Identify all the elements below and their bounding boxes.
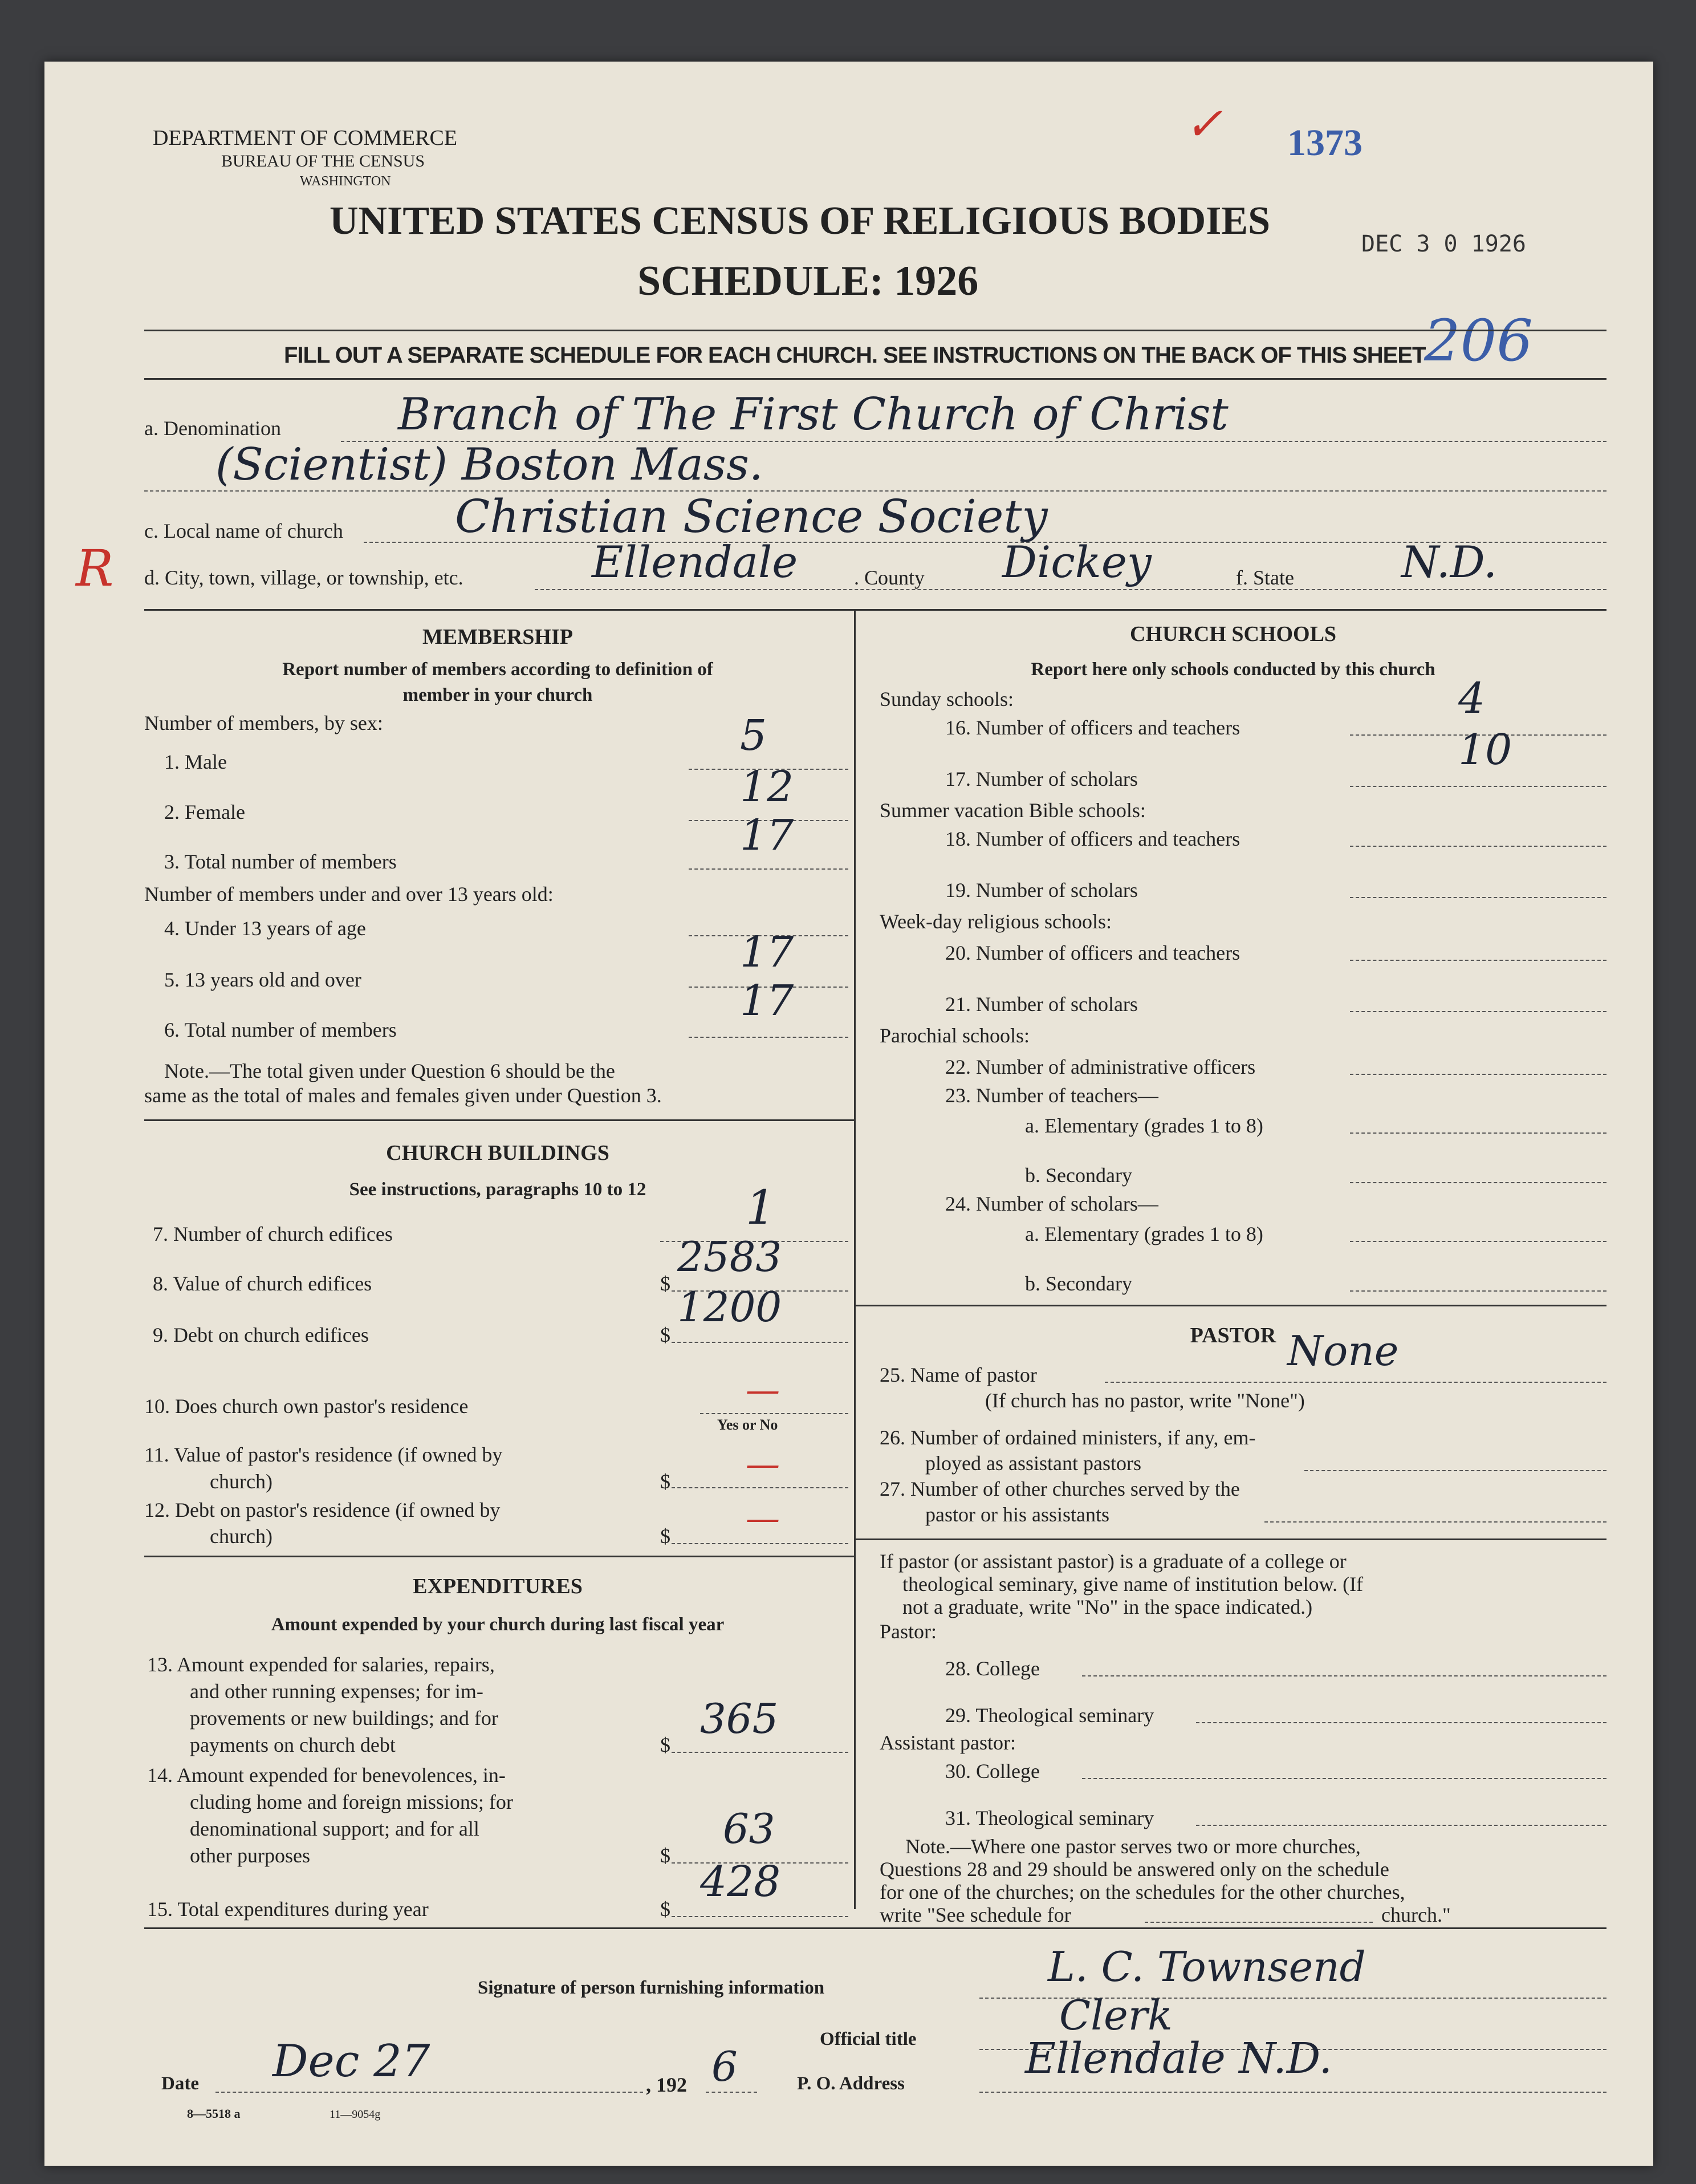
- bottom-section-rule: [144, 1927, 1606, 1929]
- q21-label: 21. Number of scholars: [945, 993, 1138, 1016]
- edifices-debt-label: 9. Debt on church edifices: [153, 1324, 369, 1346]
- dept-heading: DEPARTMENT OF COMMERCE: [153, 126, 458, 150]
- census-schedule-sheet: [44, 62, 1653, 2166]
- po-address-line: [979, 2092, 1606, 2093]
- total-members-value: 17: [740, 811, 794, 860]
- q26-line-2: ployed as assistant pastors: [925, 1452, 1141, 1475]
- denomination-value: Branch of The First Church of Christ: [398, 389, 1229, 440]
- residence-value-dollar: $: [660, 1470, 670, 1493]
- q31-label: 31. Theological seminary: [945, 1807, 1154, 1829]
- city-line: [535, 589, 1606, 590]
- residence-owned-value: —: [746, 1370, 780, 1410]
- residence-owned-label: 10. Does church own pastor's residence: [144, 1395, 469, 1418]
- total-members-line: [689, 868, 848, 870]
- q25-value: None: [1287, 1327, 1399, 1375]
- margin-mark: R: [76, 539, 114, 598]
- page-subtitle: SCHEDULE: 1926: [637, 258, 979, 305]
- residence-debt-label-2: church): [210, 1525, 273, 1548]
- q14-line-1: 14. Amount expended for benevolences, in-: [147, 1764, 506, 1787]
- q27-line-1: 27. Number of other churches served by the: [880, 1477, 1240, 1500]
- summer-schools-label: Summer vacation Bible schools:: [880, 799, 1146, 822]
- form-number: 8—5518 a: [187, 2106, 241, 2121]
- total-members-2-label: 6. Total number of members: [164, 1018, 397, 1041]
- official-title-value: Clerk: [1059, 1991, 1173, 2039]
- buildings-title: CHURCH BUILDINGS: [386, 1141, 609, 1165]
- q24b-line: [1350, 1290, 1606, 1292]
- q25-label: 25. Name of pastor: [880, 1363, 1037, 1386]
- date-value: Dec 27: [273, 2036, 430, 2087]
- female-value: 12: [740, 762, 794, 811]
- top-rule: [144, 330, 1606, 331]
- buildings-subtitle: See instructions, paragraphs 10 to 12: [349, 1179, 646, 1200]
- bureau-heading: BUREAU OF THE CENSUS: [221, 152, 425, 171]
- graduate-note-3: not a graduate, write "No" in the space indicated.): [902, 1596, 1313, 1618]
- q26-line-1: 26. Number of ordained ministers, if any, em-: [880, 1426, 1256, 1449]
- residence-value-label-2: church): [210, 1470, 273, 1493]
- county-value: Dickey: [1002, 537, 1152, 587]
- q26-line: [1304, 1470, 1606, 1471]
- pastor-note-3: for one of the churches; on the schedules for the other churches,: [880, 1881, 1405, 1903]
- male-label: 1. Male: [164, 750, 227, 773]
- total-members-label: 3. Total number of members: [164, 850, 397, 873]
- over-13-label: 5. 13 years old and over: [164, 968, 361, 991]
- po-address-value: Ellendale N.D.: [1025, 2034, 1333, 2083]
- q17-label: 17. Number of scholars: [945, 768, 1138, 790]
- residence-owned-line: [700, 1413, 848, 1414]
- edifices-value-dollar: $: [660, 1272, 670, 1295]
- q13-line: [672, 1752, 848, 1753]
- year-prefix: , 192: [646, 2073, 687, 2096]
- buildings-rule: [144, 1556, 854, 1557]
- q13-dollar: $: [660, 1734, 670, 1756]
- q28-line: [1082, 1675, 1606, 1676]
- expenditures-subtitle: Amount expended by your church during last fiscal year: [271, 1614, 725, 1635]
- male-value: 5: [740, 711, 767, 760]
- state-label: f. State: [1236, 566, 1294, 589]
- edifices-value-label: 8. Value of church edifices: [153, 1272, 372, 1295]
- pastor-note-4: write "See schedule for: [880, 1903, 1071, 1926]
- q18-label: 18. Number of officers and teachers: [945, 827, 1241, 850]
- instruction-line: FILL OUT A SEPARATE SCHEDULE FOR EACH CHURCH. SEE INSTRUCTIONS ON THE BACK OF THIS SHEET: [284, 343, 1426, 368]
- q14-dollar: $: [660, 1844, 670, 1867]
- q20-line: [1350, 960, 1606, 961]
- total-members-2-value: 17: [740, 976, 794, 1025]
- q13-line-2: and other running expenses; for im-: [190, 1680, 483, 1703]
- assistant-education-label: Assistant pastor:: [880, 1731, 1016, 1754]
- q22-line: [1350, 1074, 1606, 1075]
- q24a-label: a. Elementary (grades 1 to 8): [1025, 1223, 1263, 1245]
- q23a-label: a. Elementary (grades 1 to 8): [1025, 1114, 1263, 1137]
- female-label: 2. Female: [164, 801, 245, 823]
- check-mark: ✓: [1185, 98, 1223, 151]
- q29-line: [1196, 1722, 1606, 1723]
- q24a-line: [1350, 1241, 1606, 1242]
- membership-note-1: Note.—The total given under Question 6 should be the: [164, 1059, 615, 1082]
- schools-title: CHURCH SCHOOLS: [1129, 622, 1337, 646]
- parochial-schools-label: Parochial schools:: [880, 1024, 1030, 1047]
- q23b-line: [1350, 1182, 1606, 1183]
- county-label: . County: [854, 566, 925, 589]
- code-handwritten: 206: [1424, 307, 1533, 374]
- q19-label: 19. Number of scholars: [945, 879, 1138, 902]
- residence-debt-label: 12. Debt on pastor's residence (if owned by: [144, 1499, 501, 1521]
- over-13-value: 17: [740, 928, 794, 977]
- edifices-count-value: 1: [746, 1181, 776, 1235]
- instruction-rule: [144, 378, 1606, 380]
- q18-line: [1350, 846, 1606, 847]
- signature-value: L. C. Townsend: [1048, 1943, 1366, 1991]
- q17-value: 10: [1458, 725, 1512, 774]
- pastor-education-label: Pastor:: [880, 1620, 937, 1643]
- q15-label: 15. Total expenditures during year: [147, 1898, 429, 1921]
- q14-value: 63: [723, 1805, 775, 1853]
- membership-title: MEMBERSHIP: [422, 625, 573, 649]
- number-stamp: 1373: [1287, 122, 1363, 164]
- year-value: 6: [711, 2043, 738, 2090]
- date-label: Date: [161, 2073, 199, 2094]
- q22-label: 22. Number of administrative officers: [945, 1056, 1256, 1078]
- pastor-title: PASTOR: [1190, 1324, 1276, 1347]
- q14-line-4: other purposes: [190, 1844, 310, 1867]
- q13-value: 365: [700, 1695, 779, 1743]
- edifices-debt-dollar: $: [660, 1324, 670, 1346]
- edifices-value-value: 2583: [677, 1233, 782, 1281]
- year-line: [706, 2092, 757, 2093]
- denomination-value-2: (Scientist) Boston Mass.: [215, 439, 763, 490]
- graduate-note-2: theological seminary, give name of institution below. (If: [902, 1573, 1364, 1596]
- q23-label: 23. Number of teachers—: [945, 1084, 1158, 1107]
- pastor-rule: [854, 1538, 1606, 1540]
- print-number: 11—9054g: [330, 2108, 381, 2121]
- q19-line: [1350, 897, 1606, 898]
- q16-value: 4: [1458, 674, 1486, 723]
- q17-line: [1350, 786, 1606, 787]
- pastor-note-1: Note.—Where one pastor serves two or more churches,: [905, 1835, 1361, 1858]
- q21-line: [1350, 1011, 1606, 1012]
- sunday-schools-label: Sunday schools:: [880, 688, 1014, 711]
- q24-label: 24. Number of scholars—: [945, 1192, 1158, 1215]
- q31-line: [1196, 1825, 1606, 1826]
- q24b-label: b. Secondary: [1025, 1272, 1132, 1295]
- section-rule: [144, 609, 1606, 611]
- pastor-note-2: Questions 28 and 29 should be answered only on the schedule: [880, 1858, 1389, 1881]
- members-by-sex: Number of members, by sex:: [144, 712, 383, 734]
- q25-line: [1105, 1382, 1606, 1383]
- residence-value-label: 11. Value of pastor's residence (if owned by: [144, 1443, 503, 1466]
- pastor-note-line: [1145, 1922, 1373, 1923]
- q14-line-2: cluding home and foreign missions; for: [190, 1791, 513, 1813]
- q23b-label: b. Secondary: [1025, 1164, 1132, 1187]
- q25-note: (If church has no pastor, write "None"): [985, 1389, 1305, 1412]
- page-title: UNITED STATES CENSUS OF RELIGIOUS BODIES: [330, 199, 1271, 243]
- city-heading: WASHINGTON: [300, 174, 391, 189]
- local-name-label: c. Local name of church: [144, 519, 343, 542]
- membership-intro-2: member in your church: [402, 685, 593, 705]
- q16-label: 16. Number of officers and teachers: [945, 716, 1241, 739]
- edifices-debt-value: 1200: [677, 1283, 782, 1331]
- schools-subtitle: Report here only schools conducted by this church: [1031, 659, 1435, 680]
- residence-debt-line: [672, 1543, 848, 1544]
- date-stamp: DEC 3 0 1926: [1361, 231, 1526, 257]
- members-under-over: Number of members under and over 13 years old:: [144, 883, 554, 906]
- residence-value-value: —: [746, 1444, 780, 1484]
- graduate-note-1: If pastor (or assistant pastor) is a graduate of a college or: [880, 1550, 1347, 1573]
- city-label: d. City, town, village, or township, etc.: [144, 566, 463, 589]
- q14-line-3: denominational support; and for all: [190, 1817, 479, 1840]
- residence-debt-dollar: $: [660, 1525, 670, 1548]
- official-title-label: Official title: [820, 2029, 917, 2049]
- q27-line-2: pastor or his assistants: [925, 1503, 1109, 1526]
- q13-line-1: 13. Amount expended for salaries, repairs,: [147, 1653, 495, 1676]
- local-name-value: Christian Science Society: [455, 490, 1048, 543]
- under-13-label: 4. Under 13 years of age: [164, 917, 366, 940]
- q15-line: [672, 1916, 848, 1917]
- expenditures-title: EXPENDITURES: [413, 1574, 583, 1598]
- denomination-label: a. Denomination: [144, 417, 281, 440]
- q13-line-4: payments on church debt: [190, 1734, 396, 1756]
- total-members-2-line: [689, 1037, 848, 1038]
- residence-debt-value: —: [746, 1499, 780, 1538]
- weekday-schools-label: Week-day religious schools:: [880, 910, 1112, 933]
- residence-value-line: [672, 1487, 848, 1488]
- po-address-label: P. O. Address: [797, 2073, 905, 2094]
- q30-label: 30. College: [945, 1760, 1040, 1783]
- state-value: N.D.: [1401, 537, 1498, 587]
- pastor-note-5: church.": [1381, 1903, 1451, 1926]
- city-value: Ellendale: [592, 537, 798, 587]
- q28-label: 28. College: [945, 1657, 1040, 1680]
- membership-rule: [144, 1119, 854, 1121]
- yes-or-no-caption: Yes or No: [717, 1416, 778, 1433]
- schools-rule: [854, 1305, 1606, 1306]
- q23a-line: [1350, 1132, 1606, 1134]
- column-divider: [854, 609, 856, 1909]
- q20-label: 20. Number of officers and teachers: [945, 941, 1241, 964]
- membership-note-2: same as the total of males and females given under Question 3.: [144, 1084, 662, 1107]
- signature-label: Signature of person furnishing information: [478, 1978, 825, 1998]
- membership-intro-1: Report number of members according to definition of: [282, 659, 713, 680]
- q30-line: [1082, 1778, 1606, 1779]
- edifices-count-label: 7. Number of church edifices: [153, 1223, 393, 1245]
- q27-line: [1264, 1521, 1606, 1523]
- edifices-debt-line: [672, 1342, 848, 1343]
- date-line: [215, 2092, 643, 2093]
- q29-label: 29. Theological seminary: [945, 1704, 1154, 1727]
- q15-dollar: $: [660, 1898, 670, 1921]
- q15-value: 428: [700, 1857, 781, 1906]
- q13-line-3: provements or new buildings; and for: [190, 1707, 498, 1730]
